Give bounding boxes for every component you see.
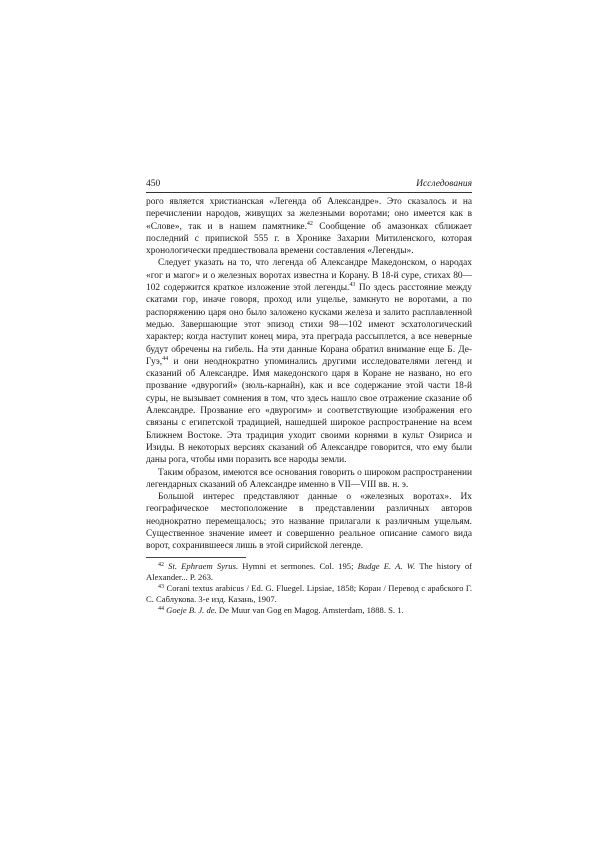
footnote-ref[interactable]: 42 [306, 220, 313, 227]
footnote-number: 44 [158, 606, 164, 613]
footnote-text: The history of Alexander... P. 263. [146, 560, 472, 582]
paragraph-text: Следует указать на то, что легенда об Александре Македонском, о народах «гог и магог» и о железных воротах известна и Корану. В 18-й суре, стихах 80—102 содержится краткое изложение этой легенды. [146, 258, 472, 294]
footnote-text: De Muur van Gog en Magog. Amsterdam, 1888. S. 1. [216, 605, 404, 616]
page-number: 450 [146, 179, 161, 189]
paragraph-text: Большой интерес представляют данные о «железных воротах». Их географическое местоположение в представлении различных авторов неоднократно перемещалось; это название прилагали к различным ущельям. Существенное значение имеет и совершенно реальное описание самого вида ворот, сохранившееся лишь в этой сирийской легенде. [146, 492, 472, 552]
paragraph-text: Таким образом, имеются все основания говорить о широком распространении легендарных сказаний об Александре именно в VII—VIII вв. н. э. [146, 467, 472, 490]
paragraph-3 [146, 467, 472, 492]
paragraph-text: и они неоднократно упоминались другими исследователями легенд и сказаний об Александре. Имя македонского царя в Коране не названо, но его прозвание «двурогий» (зюль-карнайн), как и все содержание этой части 18-й суры, не вызывает сомнения в том, что здесь нашло свое отражение сказание об Александре. Прозвание его «двурогим» и соответствующие изображения его связаны с египетской традицией, нашедшей широкое распространение на всем Ближнем Востоке. Эта традиция уходит своими корнями в культ Озириса и Изиды. В некоторых версиях сказаний об Александре говорится, что ему были даны рога, чтобы ими поразить все народы земли. [146, 356, 472, 466]
footnote-text: Goeje B. J. de. [166, 605, 217, 616]
document-page [146, 178, 472, 617]
paragraph-1 [146, 196, 472, 257]
footnote-42 [146, 561, 472, 583]
page-header [146, 178, 472, 192]
paragraph-2 [146, 257, 472, 466]
paragraph-text: По здесь расстояние между скатами гор, иначе говоря, проход или ущелье, замкнуто не воротами, а по распоряжению царя оно было заложено кусками железа и залито расплавленной медью. Завершающие этот эпизод стихи 98—102 имеют эсхатологический характер; когда наступит конец мира, эта преграда рассыплется, а все неверные будут обречены на гибель. На эти данные Корана обратил внимание еще Б. Де-Гуэ, [146, 283, 472, 367]
footnote-ref[interactable]: 44 [162, 355, 169, 362]
body-text [146, 196, 472, 553]
footnote-text: Budge E. A. W. [357, 560, 416, 571]
footnote-44 [146, 605, 472, 616]
footnote-text: Corani textus arabicus / Ed. G. Fluegel. Lipsiae, 1858; Коран / Перевод с арабского Г. С. Саблукова. 3-е изд. Казань, 1907. [146, 583, 472, 605]
footnote-text: Hymni et sermones. Col. 195; [238, 560, 358, 571]
running-title: Исследования [416, 179, 472, 189]
footnotes [146, 561, 472, 617]
paragraph-4 [146, 491, 472, 552]
header-rule [146, 192, 472, 193]
footnote-text: St. Ephraem Syrus. [168, 560, 239, 571]
footnote-ref[interactable]: 43 [349, 282, 356, 289]
footnote-number: 43 [158, 584, 164, 591]
paragraph-text: Сообщение об амазонках сближает последний с припиской 555 г. в Хронике Захарии Митиленского, которая хронологически предшествовала времени составления «Легенды». [146, 221, 472, 257]
footnote-number: 42 [158, 561, 164, 568]
footnote-43 [146, 583, 472, 605]
footnote-rule [146, 557, 246, 558]
paragraph-text: рого является христианская «Легенда об Александре». Это сказалось и на перечислении народов, живущих за железными воротами; оно имеется как в «Слове», так и в нашем памятнике. [146, 197, 472, 232]
